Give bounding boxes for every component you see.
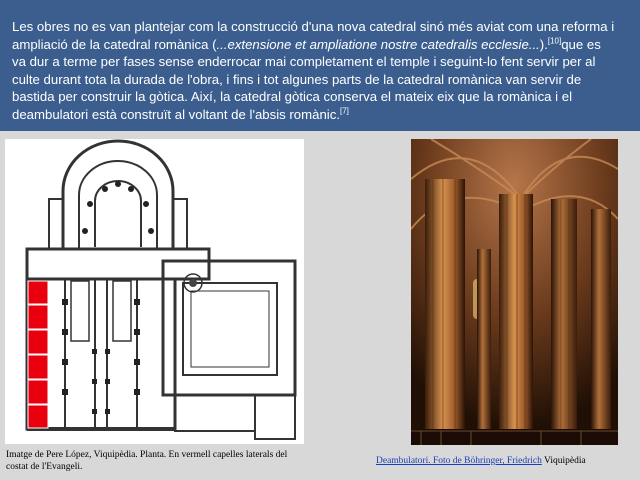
floor-plan-caption: Imatge de Pere López, Viquipèdia. Planta. En vermell capelles laterals del costat de l'Evangeli. (6, 450, 288, 472)
footnote-ref-7[interactable]: [7] (339, 106, 349, 116)
paragraph-text-2: ). (539, 36, 548, 52)
red-side-chapels (28, 281, 48, 428)
photo-caption-source: Viquipèdia (541, 456, 586, 466)
paragraph-text-1: Les obres no es van plantejar com la construcció d'una nova catedral sinó més aviat com una reforma i ampliació de la catedral romànica ( (12, 19, 615, 52)
photo-credit-link[interactable]: Deambulatori. Foto de Böhringer, Friedrich (376, 456, 542, 466)
floor-plan-drawing (5, 139, 304, 444)
photo-caption (376, 455, 638, 467)
body-paragraph (12, 18, 616, 124)
paragraph-text-3: que es va dur a terme per fases sense enderrocar mai completament el temple i seguint-lo fent servir per al culte durant tota la durada de l'obra, i fins i tot algunes parts de la catedral romànica van servir de bastida per construir la gòtica. Així, la catedral gòtica conserva el mateix eix que la romànica i el deambulatori està construït al voltant de l'absis romànic. (12, 36, 601, 122)
ambulatory-photo (411, 139, 618, 445)
footnote-ref-10[interactable]: [10] (547, 36, 562, 46)
paragraph-latin-quote: ...extensione et ampliatione nostre catedralis ecclesie... (216, 36, 540, 52)
ambulatory-photo-drawing (411, 139, 618, 445)
cathedral-floor-plan-image (5, 139, 304, 444)
